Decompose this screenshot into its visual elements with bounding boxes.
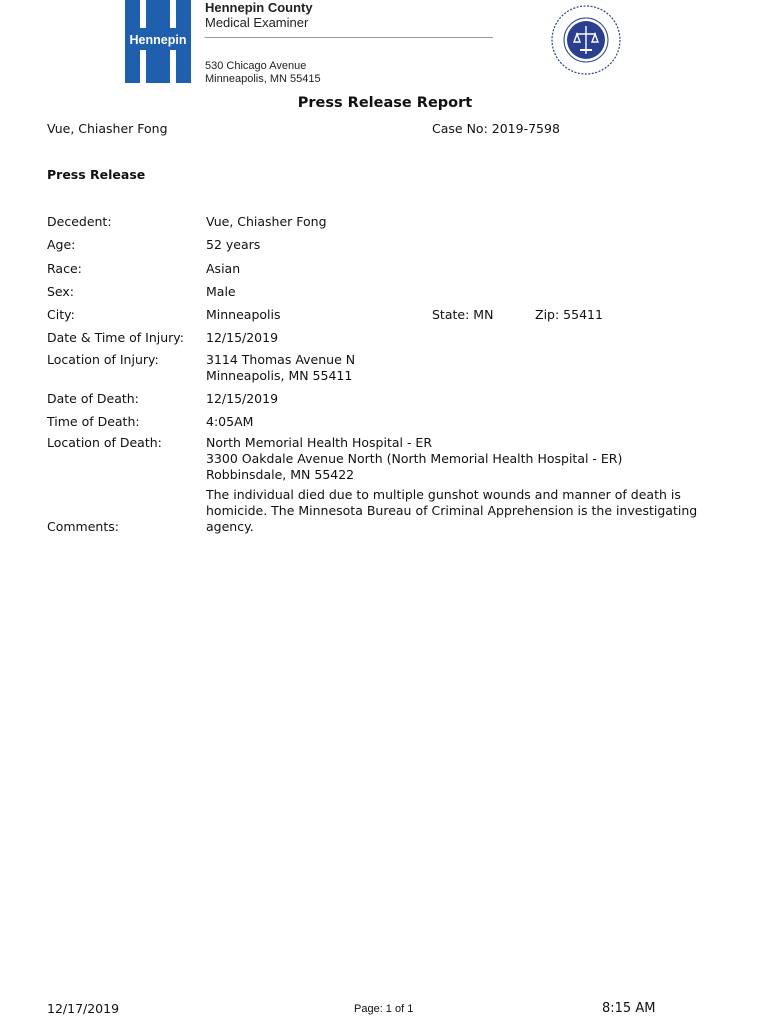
- race-value: Asian: [206, 261, 241, 276]
- city-label: City:: [47, 307, 75, 322]
- header-divider: [205, 37, 493, 38]
- zip-label: Zip:: [535, 307, 560, 322]
- section-heading: Press Release: [47, 167, 146, 182]
- death-location-line-1: North Memorial Health Hospital - ER: [206, 435, 433, 450]
- state-field: [432, 307, 493, 322]
- death-time-value: 4:05AM: [206, 414, 254, 429]
- death-location-value: [206, 435, 622, 483]
- state-value: MN: [473, 307, 494, 322]
- comments-value: The individual died due to multiple gunshot wounds and manner of death is homicide. The Minnesota Bureau of Criminal Apprehension is the investigating agency.: [206, 487, 698, 534]
- footer-page-number: Page: 1 of 1: [354, 1003, 414, 1015]
- injury-datetime-label: Date & Time of Injury:: [47, 330, 184, 345]
- death-date-label: Date of Death:: [47, 391, 139, 406]
- race-label: Race:: [47, 261, 82, 276]
- injury-location-line-2: Minneapolis, MN 55411: [206, 368, 353, 383]
- subject-name: Vue, Chiasher Fong: [47, 121, 168, 136]
- case-number-label: Case No:: [432, 121, 488, 136]
- death-location-label: Location of Death:: [47, 435, 162, 450]
- footer-time: 8:15 AM: [602, 1001, 656, 1016]
- zip-value: 55411: [563, 307, 603, 322]
- zip-field: [535, 307, 603, 322]
- logo-text: Hennepin: [129, 33, 187, 47]
- org-department: Medical Examiner: [205, 15, 309, 30]
- footer-date: 12/17/2019: [47, 1001, 120, 1016]
- city-value: Minneapolis: [206, 307, 281, 322]
- address-line-1: 530 Chicago Avenue: [205, 60, 307, 72]
- address-line-2: Minneapolis, MN 55415: [205, 73, 321, 85]
- age-value: 52 years: [206, 237, 261, 252]
- sex-value: Male: [206, 284, 236, 299]
- injury-location-value: [206, 352, 355, 384]
- injury-datetime-value: 12/15/2019: [206, 330, 279, 345]
- death-date-value: 12/15/2019: [206, 391, 279, 406]
- naame-seal-icon: [550, 4, 622, 76]
- injury-location-line-1: 3114 Thomas Avenue N: [206, 352, 356, 367]
- age-label: Age:: [47, 237, 76, 252]
- report-title: Press Release Report: [297, 95, 473, 111]
- case-number-value: 2019-7598: [491, 121, 560, 136]
- death-time-label: Time of Death:: [47, 414, 140, 429]
- decedent-label: Decedent:: [47, 214, 112, 229]
- death-location-line-2: 3300 Oakdale Avenue North (North Memorial Health Hospital - ER): [206, 451, 623, 466]
- injury-location-label: Location of Injury:: [47, 352, 159, 367]
- org-name: Hennepin County: [205, 0, 313, 15]
- state-label: State:: [432, 307, 470, 322]
- sex-label: Sex:: [47, 284, 75, 299]
- death-location-line-3: Robbinsdale, MN 55422: [206, 467, 355, 482]
- comments-label: Comments:: [47, 519, 119, 534]
- case-number-row: [432, 121, 560, 136]
- decedent-value: Vue, Chiasher Fong: [206, 214, 327, 229]
- hennepin-logo: [125, 0, 191, 83]
